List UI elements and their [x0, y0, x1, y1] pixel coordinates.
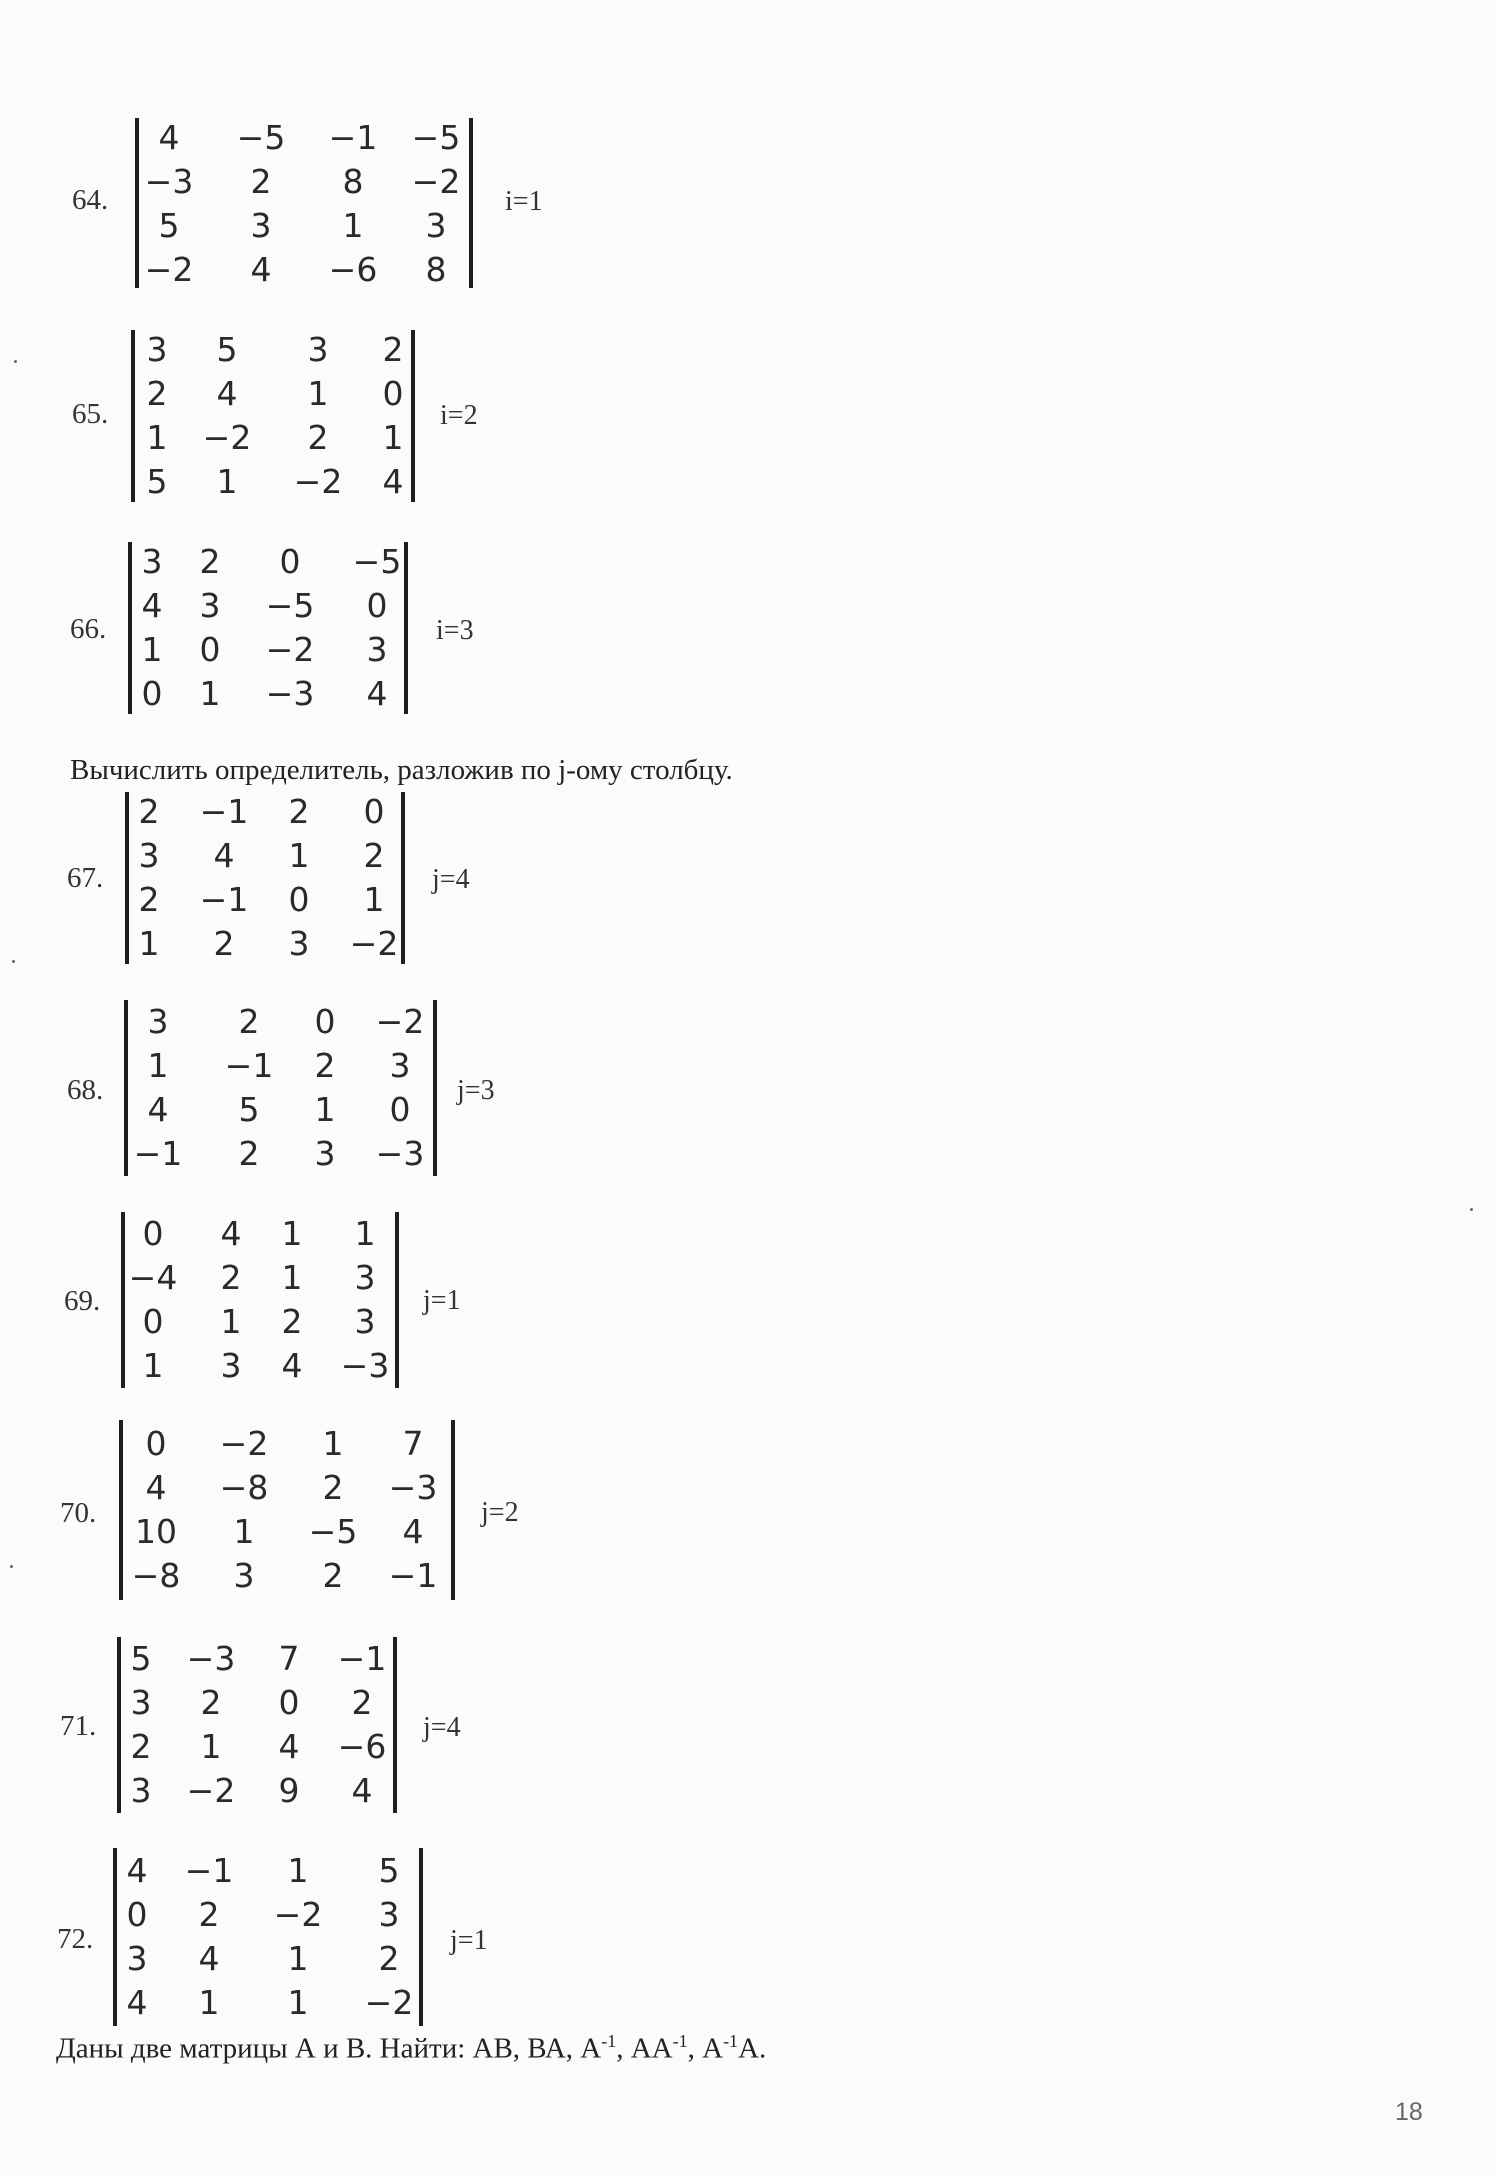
- matrix-cell: −1: [388, 1556, 438, 1595]
- problem-number: 67.: [67, 862, 104, 894]
- matrix-cell: 1: [281, 1258, 303, 1297]
- matrix-cell: 0: [145, 1424, 167, 1463]
- instruction-text: , А: [687, 2032, 724, 2065]
- matrix-cell: 0: [199, 630, 221, 669]
- matrix-cell: 1: [200, 1727, 222, 1766]
- determinant-matrix: [131, 330, 415, 502]
- problem-number: 65.: [72, 398, 109, 430]
- matrix-cell: 8: [425, 250, 447, 289]
- matrix-cell: −2: [375, 1002, 425, 1041]
- matrix-cell: −3: [388, 1468, 438, 1507]
- scan-speck: [12, 960, 15, 963]
- problem-number: 72.: [57, 1923, 94, 1955]
- matrix-cell: 3: [250, 206, 272, 245]
- matrix-cell: 1: [354, 1214, 376, 1253]
- matrix-cell: 4: [220, 1214, 242, 1253]
- scan-speck: [14, 360, 17, 363]
- matrix-cell: 0: [278, 1683, 300, 1722]
- matrix-cell: 3: [146, 330, 168, 369]
- matrix-cell: 2: [199, 542, 221, 581]
- determinant-matrix: [135, 118, 473, 288]
- expansion-index: j=3: [457, 1075, 495, 1106]
- matrix-cell: 1: [322, 1424, 344, 1463]
- matrix-cell: 4: [198, 1939, 220, 1978]
- matrix-cell: −3: [375, 1134, 425, 1173]
- matrix-cell: 4: [382, 462, 404, 501]
- matrix-cell: 2: [351, 1683, 373, 1722]
- expansion-index: j=1: [423, 1285, 461, 1316]
- superscript: -1: [672, 2031, 688, 2051]
- matrix-cell: 7: [278, 1639, 300, 1678]
- matrix-cell: 3: [147, 1002, 169, 1041]
- matrix-cell: −5: [236, 118, 286, 157]
- determinant-matrix: [117, 1637, 397, 1813]
- matrix-cell: −1: [199, 880, 249, 919]
- matrix-cell: 1: [288, 836, 310, 875]
- matrix-cell: 2: [363, 836, 385, 875]
- matrix-cell: −3: [340, 1346, 390, 1385]
- matrix-cell: 4: [281, 1346, 303, 1385]
- matrix-cell: 0: [126, 1895, 148, 1934]
- matrix-cell: −2: [202, 418, 252, 457]
- expansion-index: j=2: [481, 1497, 519, 1528]
- determinant-matrix: [125, 792, 405, 964]
- matrix-cell: 1: [216, 462, 238, 501]
- matrix-cell: 2: [138, 880, 160, 919]
- instruction-two-matrices: [56, 2031, 766, 2066]
- matrix-cell: 1: [281, 1214, 303, 1253]
- matrix-cell: 4: [402, 1512, 424, 1551]
- matrix-cell: 4: [141, 586, 163, 625]
- matrix-cell: 5: [378, 1851, 400, 1890]
- matrix-cell: −1: [184, 1851, 234, 1890]
- matrix-cell: 4: [145, 1468, 167, 1507]
- matrix-cell: 7: [402, 1424, 424, 1463]
- matrix-cell: −8: [219, 1468, 269, 1507]
- expansion-index: j=4: [423, 1712, 461, 1743]
- matrix-cell: 2: [200, 1683, 222, 1722]
- matrix-cell: 1: [199, 674, 221, 713]
- matrix-cell: −1: [133, 1134, 183, 1173]
- matrix-cell: 8: [342, 162, 364, 201]
- matrix-cell: −2: [293, 462, 343, 501]
- matrix-cell: 1: [307, 374, 329, 413]
- matrix-cell: −3: [265, 674, 315, 713]
- scan-speck: [1470, 1208, 1473, 1211]
- matrix-cell: 3: [378, 1895, 400, 1934]
- matrix-cell: 2: [314, 1046, 336, 1085]
- problem-number: 66.: [70, 613, 107, 645]
- matrix-cell: 4: [250, 250, 272, 289]
- matrix-cell: 0: [382, 374, 404, 413]
- matrix-cell: 2: [382, 330, 404, 369]
- determinant-matrix: [128, 542, 408, 714]
- matrix-cell: −1: [224, 1046, 274, 1085]
- matrix-cell: 1: [287, 1851, 309, 1890]
- problem-number: 70.: [60, 1497, 97, 1529]
- matrix-cell: 0: [142, 1302, 164, 1341]
- matrix-cell: 0: [314, 1002, 336, 1041]
- matrix-cell: 2: [220, 1258, 242, 1297]
- matrix-cell: 0: [279, 542, 301, 581]
- matrix-cell: 2: [198, 1895, 220, 1934]
- instruction-expand-by-column: Вычислить определитель, разложив по j-ому столбцу.: [70, 754, 733, 786]
- expansion-index: j=1: [450, 1925, 488, 1956]
- matrix-cell: 9: [278, 1771, 300, 1810]
- matrix-cell: 2: [138, 792, 160, 831]
- matrix-cell: 1: [287, 1939, 309, 1978]
- superscript: -1: [601, 2031, 617, 2051]
- matrix-cell: 3: [126, 1939, 148, 1978]
- matrix-cell: 0: [142, 1214, 164, 1253]
- matrix-cell: 0: [389, 1090, 411, 1129]
- matrix-cell: 0: [363, 792, 385, 831]
- matrix-cell: 2: [378, 1939, 400, 1978]
- matrix-cell: 3: [354, 1302, 376, 1341]
- problem-number: 64.: [72, 184, 109, 216]
- matrix-cell: 5: [238, 1090, 260, 1129]
- matrix-cell: −2: [265, 630, 315, 669]
- matrix-cell: 1: [220, 1302, 242, 1341]
- expansion-index: i=1: [505, 186, 543, 217]
- matrix-cell: 4: [126, 1983, 148, 2022]
- matrix-cell: 1: [147, 1046, 169, 1085]
- matrix-cell: −5: [308, 1512, 358, 1551]
- problem-number: 69.: [64, 1285, 101, 1317]
- matrix-cell: 1: [198, 1983, 220, 2022]
- matrix-cell: −2: [349, 924, 399, 963]
- matrix-cell: −2: [273, 1895, 323, 1934]
- matrix-cell: 3: [366, 630, 388, 669]
- matrix-cell: 2: [322, 1468, 344, 1507]
- scan-speck: [10, 1565, 13, 1568]
- matrix-cell: 3: [138, 836, 160, 875]
- matrix-cell: 5: [158, 206, 180, 245]
- expansion-index: j=4: [432, 864, 470, 895]
- matrix-cell: 3: [389, 1046, 411, 1085]
- instruction-text: Даны две матрицы А и В. Найти: АВ, ВА, А: [56, 2032, 602, 2065]
- matrix-cell: −1: [337, 1639, 387, 1678]
- matrix-cell: 1: [382, 418, 404, 457]
- matrix-cell: 2: [238, 1002, 260, 1041]
- determinant-matrix: [124, 1000, 437, 1176]
- matrix-cell: 1: [342, 206, 364, 245]
- superscript: -1: [723, 2031, 739, 2051]
- matrix-cell: −2: [186, 1771, 236, 1810]
- matrix-cell: −2: [144, 250, 194, 289]
- matrix-cell: 4: [366, 674, 388, 713]
- matrix-cell: 2: [322, 1556, 344, 1595]
- matrix-cell: −5: [352, 542, 402, 581]
- problem-number: 68.: [67, 1074, 104, 1106]
- matrix-cell: 4: [147, 1090, 169, 1129]
- problem-number: 71.: [60, 1710, 97, 1742]
- instruction-text: А.: [738, 2032, 767, 2065]
- matrix-cell: 1: [142, 1346, 164, 1385]
- expansion-index: i=3: [436, 615, 474, 646]
- matrix-cell: −2: [364, 1983, 414, 2022]
- matrix-cell: −4: [128, 1258, 178, 1297]
- matrix-cell: 5: [130, 1639, 152, 1678]
- matrix-cell: 1: [287, 1983, 309, 2022]
- matrix-cell: −2: [411, 162, 461, 201]
- matrix-cell: 3: [130, 1683, 152, 1722]
- matrix-cell: 4: [126, 1851, 148, 1890]
- matrix-cell: 3: [288, 924, 310, 963]
- matrix-cell: 2: [281, 1302, 303, 1341]
- determinant-matrix: [119, 1420, 455, 1600]
- matrix-cell: −5: [265, 586, 315, 625]
- matrix-cell: 2: [250, 162, 272, 201]
- matrix-cell: −8: [131, 1556, 181, 1595]
- matrix-cell: −6: [328, 250, 378, 289]
- matrix-cell: −6: [337, 1727, 387, 1766]
- matrix-cell: 1: [363, 880, 385, 919]
- matrix-cell: 3: [314, 1134, 336, 1173]
- matrix-cell: 3: [199, 586, 221, 625]
- matrix-cell: 1: [233, 1512, 255, 1551]
- matrix-cell: 0: [141, 674, 163, 713]
- matrix-cell: 3: [130, 1771, 152, 1810]
- matrix-cell: 1: [314, 1090, 336, 1129]
- matrix-cell: −3: [186, 1639, 236, 1678]
- expansion-index: i=2: [440, 400, 478, 431]
- matrix-cell: 10: [135, 1512, 177, 1551]
- matrix-cell: 5: [146, 462, 168, 501]
- matrix-cell: 3: [141, 542, 163, 581]
- matrix-cell: 3: [425, 206, 447, 245]
- determinant-matrix: [113, 1848, 423, 2026]
- matrix-cell: 2: [130, 1727, 152, 1766]
- matrix-cell: 2: [213, 924, 235, 963]
- matrix-cell: 4: [351, 1771, 373, 1810]
- matrix-cell: −3: [144, 162, 194, 201]
- matrix-cell: 0: [288, 880, 310, 919]
- matrix-cell: 4: [213, 836, 235, 875]
- matrix-cell: −2: [219, 1424, 269, 1463]
- matrix-cell: −5: [411, 118, 461, 157]
- matrix-cell: 1: [141, 630, 163, 669]
- matrix-cell: 1: [138, 924, 160, 963]
- page-number: 18: [1395, 2098, 1423, 2126]
- matrix-cell: 5: [216, 330, 238, 369]
- matrix-cell: 3: [354, 1258, 376, 1297]
- matrix-cell: 1: [146, 418, 168, 457]
- matrix-cell: 3: [307, 330, 329, 369]
- matrix-cell: 2: [238, 1134, 260, 1173]
- matrix-cell: 4: [158, 118, 180, 157]
- matrix-cell: 4: [278, 1727, 300, 1766]
- matrix-cell: 2: [146, 374, 168, 413]
- determinant-matrix: [121, 1212, 399, 1388]
- matrix-cell: 2: [288, 792, 310, 831]
- matrix-cell: 2: [307, 418, 329, 457]
- matrix-cell: 3: [220, 1346, 242, 1385]
- matrix-cell: −1: [199, 792, 249, 831]
- matrix-cell: 4: [216, 374, 238, 413]
- instruction-text: , АА: [616, 2032, 673, 2065]
- matrix-cell: 0: [366, 586, 388, 625]
- matrix-cell: 3: [233, 1556, 255, 1595]
- matrix-cell: −1: [328, 118, 378, 157]
